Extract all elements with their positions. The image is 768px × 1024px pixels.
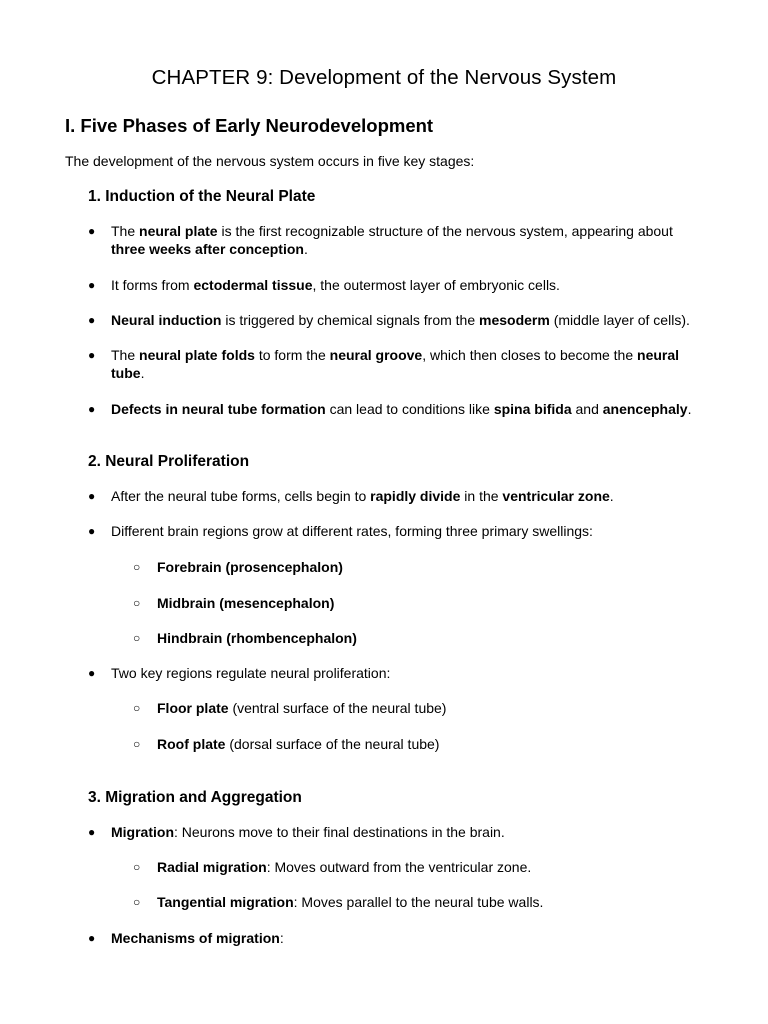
bold-term: neural — [637, 347, 680, 363]
text-line — [111, 364, 702, 382]
bold-term: Neural induction — [111, 312, 222, 328]
text-run: Different brain regions grow at different rates, forming three primary swellings: — [111, 523, 593, 539]
bold-term: neural groove — [329, 347, 423, 363]
bold-term: neural plate folds — [139, 347, 255, 363]
sub-list-item-text — [157, 893, 693, 911]
text-run: . — [687, 401, 692, 417]
bullet-icon: ● — [88, 313, 96, 327]
text-line — [111, 487, 702, 505]
circle-bullet-icon: ○ — [133, 560, 141, 574]
text-line — [111, 400, 702, 418]
bold-term: tube — [111, 365, 141, 381]
text-line — [111, 346, 702, 364]
list-item-text — [111, 222, 702, 258]
bold-term: spina bifida — [493, 401, 572, 417]
section-heading: I. Five Phases of Early Neurodevelopment — [65, 115, 434, 136]
bold-term: anencephaly — [602, 401, 688, 417]
phase-heading-1: 1. Induction of the Neural Plate — [88, 188, 316, 205]
bold-term: Hindbrain (rhombencephalon) — [157, 630, 357, 646]
text-line — [111, 664, 702, 682]
text-run: to form the — [254, 347, 330, 363]
list-item-text — [111, 522, 702, 540]
bullet-icon: ● — [88, 524, 96, 538]
circle-bullet-icon: ○ — [133, 895, 141, 909]
text-run: It forms from — [111, 277, 194, 293]
list-item-text — [111, 400, 702, 418]
text-line — [111, 522, 702, 540]
text-run: , the outermost layer of embryonic cells. — [312, 277, 560, 293]
bold-term: neural plate — [139, 223, 218, 239]
bold-term: Mechanisms of migration — [111, 930, 280, 946]
text-run: (ventral surface of the neural tube) — [228, 700, 447, 716]
text-line — [111, 823, 702, 841]
text-line — [111, 276, 702, 294]
phase-heading-2: 2. Neural Proliferation — [88, 453, 250, 470]
text-line — [111, 222, 702, 240]
phase-heading-3: 3. Migration and Aggregation — [88, 789, 302, 806]
bullet-icon: ● — [88, 931, 96, 945]
text-run: (dorsal surface of the neural tube) — [225, 736, 440, 752]
bold-term: three weeks after conception — [111, 241, 304, 257]
bold-term: rapidly divide — [370, 488, 461, 504]
text-run: and — [571, 401, 603, 417]
bullet-icon: ● — [88, 825, 96, 839]
text-run: : Neurons move to their final destinations in the brain. — [174, 824, 505, 840]
sub-list-item-text — [157, 735, 693, 753]
bullet-icon: ● — [88, 489, 96, 503]
bullet-icon: ● — [88, 278, 96, 292]
text-run: Two key regions regulate neural proliferation: — [111, 665, 391, 681]
text-run: (middle layer of cells). — [549, 312, 690, 328]
list-item-text — [111, 311, 702, 329]
bold-term: Radial migration — [157, 859, 267, 875]
circle-bullet-icon: ○ — [133, 860, 141, 874]
list-item-text — [111, 487, 702, 505]
bold-term: Defects in neural tube formation — [111, 401, 326, 417]
text-run: in the — [460, 488, 503, 504]
bullet-icon: ● — [88, 224, 96, 238]
bold-term: Roof plate — [157, 736, 226, 752]
sub-list-item-text — [157, 858, 693, 876]
section-intro: The development of the nervous system occurs in five key stages: — [65, 153, 475, 169]
chapter-title: CHAPTER 9: Development of the Nervous System — [151, 66, 617, 89]
bold-term: Tangential migration — [157, 894, 294, 910]
sub-list-item-text — [157, 558, 693, 576]
text-run: . — [303, 241, 308, 257]
bold-term: Migration — [111, 824, 174, 840]
text-line — [111, 311, 702, 329]
text-line — [111, 240, 702, 258]
sub-list-item-text — [157, 594, 693, 612]
text-run: : Moves parallel to the neural tube walls. — [293, 894, 544, 910]
circle-bullet-icon: ○ — [133, 631, 141, 645]
list-item-text — [111, 823, 702, 841]
bold-term: Forebrain (prosencephalon) — [157, 559, 343, 575]
list-item-text — [111, 929, 702, 947]
bold-term: mesoderm — [479, 312, 550, 328]
circle-bullet-icon: ○ — [133, 596, 141, 610]
text-run: After the neural tube forms, cells begin to — [111, 488, 371, 504]
text-run: : — [279, 930, 284, 946]
text-run: . — [140, 365, 145, 381]
bullet-icon: ● — [88, 666, 96, 680]
bullet-icon: ● — [88, 402, 96, 416]
list-item-text — [111, 276, 702, 294]
text-run: The — [111, 347, 140, 363]
text-run: is the first recognizable structure of the nervous system, appearing about — [217, 223, 673, 239]
text-run: : Moves outward from the ventricular zone. — [266, 859, 532, 875]
text-line — [111, 929, 702, 947]
bullet-icon: ● — [88, 348, 96, 362]
circle-bullet-icon: ○ — [133, 737, 141, 751]
list-item-text — [111, 346, 702, 382]
bold-term: Floor plate — [157, 700, 229, 716]
bold-term: ectodermal tissue — [193, 277, 313, 293]
list-item-text — [111, 664, 702, 682]
text-run: . — [609, 488, 614, 504]
bold-term: ventricular zone — [502, 488, 610, 504]
text-run: The — [111, 223, 140, 239]
text-run: , which then closes to become the — [422, 347, 638, 363]
text-run: can lead to conditions like — [325, 401, 494, 417]
circle-bullet-icon: ○ — [133, 701, 141, 715]
text-run: is triggered by chemical signals from the — [221, 312, 480, 328]
sub-list-item-text — [157, 629, 693, 647]
sub-list-item-text — [157, 699, 693, 717]
bold-term: Midbrain (mesencephalon) — [157, 595, 335, 611]
